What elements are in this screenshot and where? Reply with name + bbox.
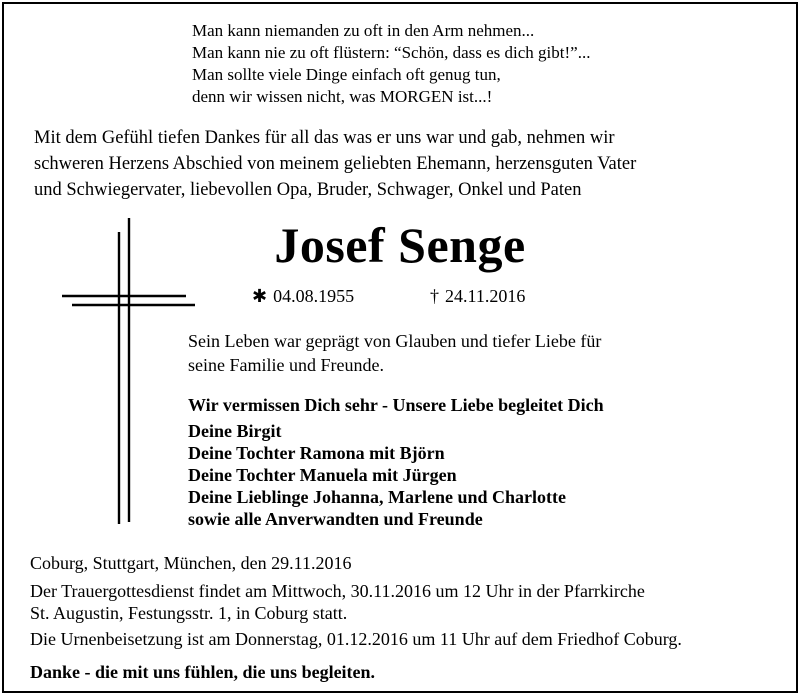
intro-text (34, 125, 636, 203)
mourner: Deine Lieblinge Johanna, Marlene und Charlotte (188, 487, 567, 507)
intro-line: Mit dem Gefühl tiefen Dankes für all das was er uns war und gab, nehmen wir (34, 128, 615, 148)
death-cross-icon: † (430, 286, 439, 306)
service-line: St. Augustin, Festungsstr. 1, in Coburg statt. (30, 603, 348, 623)
deceased-name: Josef Senge (274, 217, 526, 273)
mourner: Deine Tochter Ramona mit Björn (188, 443, 445, 463)
poem-line: Man kann niemanden zu oft in den Arm nehmen... (192, 21, 535, 40)
birth-star-icon: ✱ (252, 286, 268, 306)
death-date: 24.11.2016 (445, 286, 526, 306)
life-line: Sein Leben war geprägt von Glauben und tiefer Liebe für (188, 331, 602, 351)
poem (192, 20, 590, 108)
poem-line: Man sollte viele Dinge einfach oft genug tun, (192, 65, 501, 84)
intro-line: und Schwiegervater, liebevollen Opa, Bruder, Schwager, Onkel und Paten (34, 180, 582, 200)
life-line: seine Familie und Freunde. (188, 355, 384, 375)
poem-line: denn wir wissen nicht, was MORGEN ist...! (192, 87, 493, 106)
mourner: sowie alle Anverwandten und Freunde (188, 509, 483, 529)
birth-date: 04.08.1955 (273, 286, 355, 306)
location-date: Coburg, Stuttgart, München, den 29.11.2016 (30, 553, 352, 573)
mourner: Deine Tochter Manuela mit Jürgen (188, 465, 457, 485)
service-info (30, 580, 645, 624)
service-line: Der Trauergottesdienst findet am Mittwoch, 30.11.2016 um 12 Uhr in der Pfarrkirche (30, 581, 645, 601)
thanks-line: Danke - die mit uns fühlen, die uns begleiten. (30, 662, 376, 682)
mourner: Deine Birgit (188, 421, 282, 441)
intro-line: schweren Herzens Abschied von meinem geliebten Ehemann, herzensguten Vater (34, 154, 637, 174)
miss-line: Wir vermissen Dich sehr - Unsere Liebe begleitet Dich (188, 395, 604, 415)
poem-line: Man kann nie zu oft flüstern: “Schön, dass es dich gibt!”... (192, 43, 591, 62)
birth-date-line (252, 285, 354, 307)
death-date-line (430, 285, 525, 307)
urn-burial-info: Die Urnenbeisetzung ist am Donnerstag, 01.12.2016 um 11 Uhr auf dem Friedhof Coburg. (30, 629, 682, 649)
mourners-list (188, 420, 566, 530)
life-text (188, 329, 601, 377)
